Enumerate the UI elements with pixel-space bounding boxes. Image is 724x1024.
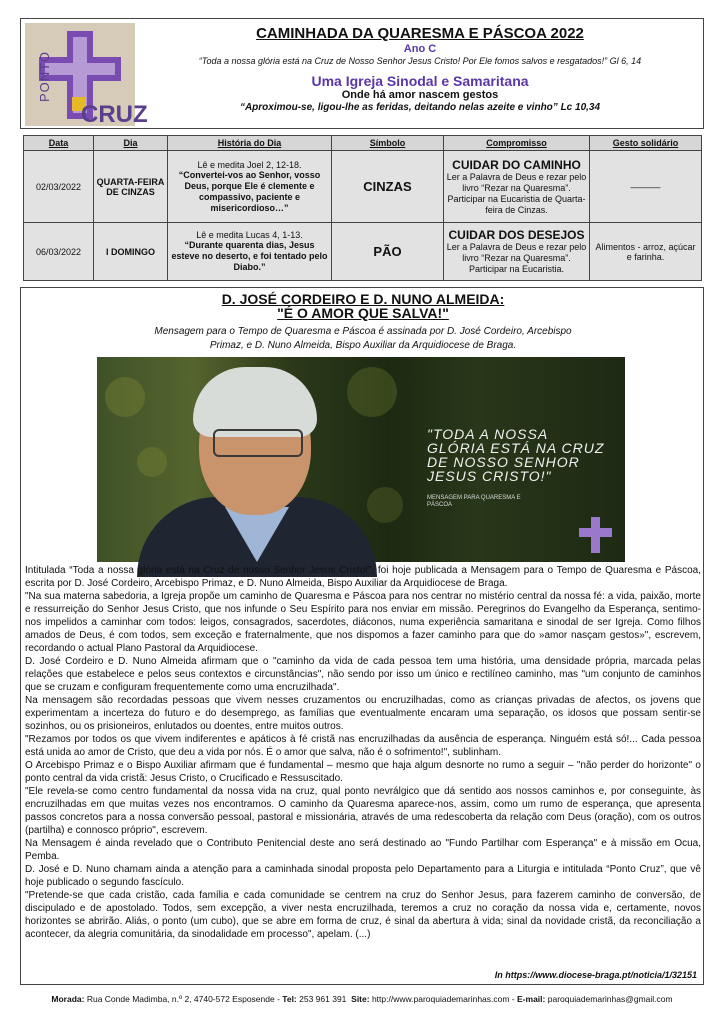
article-paragraph: D. José Cordeiro e D. Nuno Almeida afirmam que o "caminho da vida de cada pessoa tem uma história, uma densidade própria, marcada pelas relações que estabelece e pelos seus contextos e circunstâncias", não sendo por isso um único e rectilíneo caminho, mas "um conjunto de caminhos que se cruzam e configuram frequentemente como uma encruzilhada".	[25, 656, 701, 693]
footer-tel: 253 961 391	[299, 994, 347, 1004]
article-lead: Mensagem para o Tempo de Quaresma e Páscoa é assinada por D. José Cordeiro, Arcebispo Primaz, e D. Nuno Almeida, Bispo Auxiliar da Arquidiocese de Braga.	[154, 326, 572, 351]
theme-subtitle: Onde há amor nascem gestos	[341, 89, 499, 101]
col-header-data: Data	[24, 136, 94, 151]
logo-text-ponto: PONTO	[37, 51, 52, 102]
footer-morada-label: Morada:	[51, 994, 85, 1004]
article-title-line2: "É O AMOR QUE SALVA!"	[277, 305, 449, 321]
cell-dia: QUARTA-FEIRA DE CINZAS	[94, 151, 168, 223]
header-quote-luke: “Aproximou-se, ligou-lhe as feridas, deitando nelas azeite e vinho” Lc 10,34	[239, 102, 601, 113]
footer-email-link[interactable]: paroquiademarinhas@gmail.com	[547, 994, 673, 1004]
compromisso-title: CUIDAR DOS DESEJOS	[448, 228, 585, 242]
cell-compromisso	[444, 223, 590, 281]
article-title-line1: D. JOSÉ CORDEIRO E D. NUNO ALMEIDA:	[221, 291, 505, 307]
article-paragraph: "Na sua materna sabedoria, a Igreja propõe um caminho de Quaresma e Páscoa para nos centrar no mistério central da nossa fé: a vida, paixão, morte e ressurreição do Senhor Jesus Cristo, que nos infunde o Seu Espírito para nos enviar em missão. Peregrinos do Evangelho da Esperança, sentimo-nos impelidos a caminhar com todos: leigos, consagrados, sacerdotes, diáconos, numa experiência samaritana e sinodal de ser Igreja. Como filhos amados de Deus, é com todos, sem exceção e fraternalmente, que nos dispomos a fazer caminho para que do »amor nasçam gestos»", escrevem, recordando o actual Plano Pastoral da Arquidiocese.	[25, 591, 701, 654]
photo-caption: MENSAGEM PARA QUARESMA E PÁSCOA	[427, 495, 521, 508]
cell-data: 06/03/2022	[24, 223, 94, 281]
historia-quote: “Durante quarenta dias, Jesus esteve no deserto, e foi tentado pelo Diabo.”	[171, 240, 328, 272]
compromisso-title: CUIDAR DO CAMINHO	[452, 157, 581, 172]
cell-historia	[168, 151, 332, 223]
cell-dia: I DOMINGO	[94, 223, 168, 281]
page-title: CAMINHADA DA QUARESMA E PÁSCOA 2022	[256, 25, 584, 42]
year-label: Ano C	[403, 43, 437, 55]
footer	[0, 994, 724, 1004]
ponto-cruz-mini-logo	[577, 517, 613, 553]
table-row	[24, 151, 702, 223]
article-paragraph: O Arcebispo Primaz e o Bispo Auxiliar afirmam que é fundamental – mesmo que haja algum desnorte no rumo a seguir – "não perder do horizonte" o ponto central da vida cristã: Jesus Cristo, o Crucificado e Ressuscitado.	[25, 760, 701, 784]
col-header-dia: Dia	[94, 136, 168, 151]
header-quote-galatians: “Toda a nossa glória está na Cruz de Nosso Senhor Jesus Cristo! Por Ele fomos salvos e resgatados!” Gl 6, 14	[198, 56, 642, 66]
header-box	[20, 18, 704, 129]
table-header-row	[24, 136, 702, 151]
table-row	[24, 223, 702, 281]
article-paragraph: Intitulada “Toda a nossa glória está na Cruz de nosso Senhor Jesus Cristo!”, foi hoje publicada a Mensagem para o Tempo de Quaresma e Páscoa, escrita por D. José Cordeiro, Arcebispo Primaz, e D. Nuno Almeida, Bispo Auxiliar da Arquidiocese de Braga.	[25, 565, 701, 589]
col-header-gesto: Gesto solidário	[590, 136, 702, 151]
cell-compromisso	[444, 151, 590, 223]
historia-ref: Lê e medita Lucas 4, 1-13.	[196, 230, 303, 240]
compromisso-desc: Ler a Palavra de Deus e rezar pelo livro “Rezar na Quaresma”. Participar na Eucaristia.	[446, 242, 587, 274]
col-header-simbolo: Símbolo	[332, 136, 444, 151]
schedule-table	[23, 135, 702, 281]
article-paragraph: Na Mensagem é ainda revelado que o Contributo Penitencial deste ano será destinado ao "Fundo Partilhar com Esperança" e à missão em Ocua, Pemba.	[25, 838, 701, 862]
article-paragraph: "Rezamos por todos os que vivem indiferentes e apáticos à fé cristã nas encruzilhadas da ausência de esperança. Ninguém está só!... Cada pessoa está unida ao amor de Cristo, que deu a vida por nós. É o amor que salva, não é o sofrimento!", sublinham.	[25, 734, 701, 758]
historia-ref: Lê e medita Joel 2, 12-18.	[197, 159, 302, 170]
article-paragraph: D. José e D. Nuno chamam ainda a atenção para a caminhada sinodal proposta pelo Departamento para a Liturgia e intitulada “Ponto Cruz”, que vê hoje publicado o segundo fascículo.	[25, 864, 701, 888]
historia-quote: “Convertei-vos ao Senhor, vosso Deus, porque Ele é clemente e compassivo, paciente e misericordioso…”	[178, 169, 321, 213]
footer-site-label: Site:	[351, 994, 370, 1004]
footer-tel-label: Tel:	[282, 994, 297, 1004]
article-paragraph: "Ele revela-se como centro fundamental da nossa vida na cruz, qual ponto nevrálgico que dá sentido aos nossos caminhos e, por conseguinte, às encruzilhadas em que muitas vezes nos encontramos. O caminho da Quaresma aparece-nos, assim, como um rumo de esperança, que apresenta passos concretos para a nossa conversão pessoal, pastoral e missionária, através de uma redescoberta da relação com Deus (oração), com os outros (partilha) e connosco próprio", escrevem.	[25, 786, 701, 836]
article-title	[21, 292, 705, 320]
footer-site-link[interactable]: http://www.paroquiademarinhas.com -	[371, 994, 515, 1004]
cell-simbolo: CINZAS	[332, 151, 444, 223]
col-header-historia: História do Dia	[168, 136, 332, 151]
cell-gesto: ––––––	[590, 151, 702, 223]
cell-historia	[168, 223, 332, 281]
article-body	[25, 564, 701, 941]
logo-text-cruz: CRUZ	[81, 101, 148, 128]
article-box	[20, 287, 704, 985]
footer-email-label: E-mail:	[517, 994, 546, 1004]
cell-simbolo: PÃO	[332, 223, 444, 281]
cell-data: 02/03/2022	[24, 151, 94, 223]
compromisso-desc: Ler a Palavra de Deus e rezar pelo livro “Rezar na Quaresma”. Participar na Eucaristia de Quarta-feira de Cinzas.	[446, 171, 587, 215]
col-header-compromisso: Compromisso	[444, 136, 590, 151]
theme-title: Uma Igreja Sinodal e Samaritana	[311, 73, 529, 89]
bishop-photo	[97, 357, 625, 562]
article-paragraph: Na mensagem são recordadas pessoas que vivem nesses cruzamentos ou encruzilhadas, como as crianças privadas de afectos, os jovens que experimentam a incerteza do futuro e do desemprego, as famílias que eventualmente encaram uma separação, os idosos que possam sentir-se sozinhos, ou os prisioneiros, enlutados ou doentes, entre muitos outros.	[25, 695, 701, 732]
article-paragraph: "Pretende-se que cada cristão, cada família e cada comunidade se centrem na cruz do Senhor Jesus, para fazerem caminho de conversão, de discipulado e de apostolado. Todos, sem excepção, a viver nesta encruzilhada, teremos a cruz no coração da nossa vida e, certamente, novos horizontes se abrirão. Aliás, o ponto (um cubo), que se abre em forma de cruz, é sinal da abertura à vida; sinal da novidade cristã, da reconciliação a acontecer, da alegria comunitária, da sinodalidade em processo", apelam. (...)	[25, 890, 701, 940]
cell-gesto: Alimentos - arroz, açúcar e farinha.	[590, 223, 702, 281]
article-source-link[interactable]: In https://www.diocese-braga.pt/noticia/1/32151	[494, 970, 697, 980]
photo-quote: "TODA A NOSSA GLÓRIA ESTÁ NA CRUZ DE NOSSO SENHOR JESUS CRISTO!"	[427, 426, 605, 484]
ponto-cruz-logo	[25, 23, 148, 128]
footer-morada: Rua Conde Madimba, n.º 2, 4740-572 Esposende -	[86, 994, 280, 1004]
